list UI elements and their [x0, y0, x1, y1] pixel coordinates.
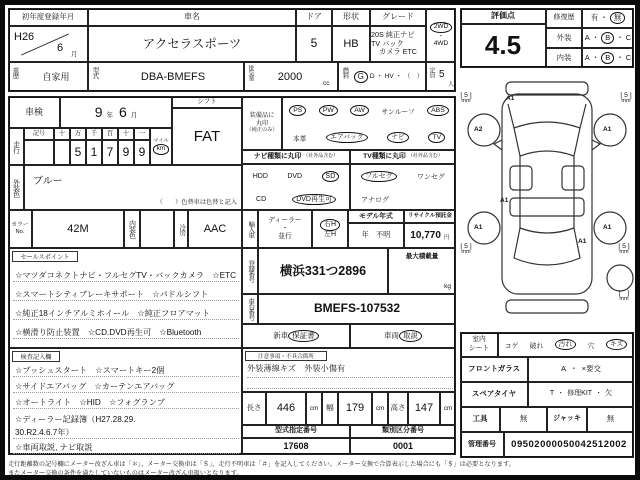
handle-right: 右H [320, 219, 340, 230]
length-unit: cm [306, 392, 322, 425]
int-c: C [625, 52, 632, 62]
history-value: 自家用 [42, 71, 70, 82]
caution-text: 外装薄線キズ 外装小傷有 [247, 364, 346, 373]
tv-fullseg: フルセグ [361, 171, 397, 182]
fuel-cell [338, 62, 426, 92]
door-value: 5 [296, 26, 332, 62]
int-dot1: ・ [591, 52, 600, 62]
sales-line-4: ☆横滑り防止装置 ☆CD.DVD再生可 ☆Bluetooth [13, 320, 239, 339]
ac-label: 冷房 [174, 210, 188, 248]
type-no-label: 型式指定番号 [242, 425, 350, 438]
int-color-value [140, 210, 174, 248]
import-parallel: 並行 [278, 233, 292, 241]
height-value: 147 [408, 392, 440, 425]
navi-dvd-play: DVD再生可 [292, 194, 336, 205]
mileage-h-10k: 万 [70, 128, 86, 140]
mileage-h-100: 百 [102, 128, 118, 140]
damage-rear-right-wheel: A1 [603, 224, 612, 231]
fuel-options [352, 63, 425, 91]
tread-fr-unit: mm [621, 98, 631, 105]
color-no-label-2: No. [15, 229, 25, 235]
tread-rr-unit: mm [619, 249, 629, 256]
tread-fr-value: [ 5 ] [620, 92, 632, 99]
mileage-d-100: 7 [102, 140, 118, 165]
tv-type-items [350, 164, 456, 210]
windshield-x: ×要交 [581, 364, 601, 374]
shape-label: 形状 [332, 8, 370, 26]
spare-t: T [549, 390, 555, 398]
displacement-label: 排気量 [247, 65, 253, 80]
mileage-km: km [153, 144, 170, 155]
check-label: 検査記入欄 [12, 351, 60, 362]
grade-value [370, 26, 426, 62]
color-no-label [8, 210, 32, 248]
model-code-value: DBA-BMEFS [140, 70, 206, 83]
seat-label-2: シート [468, 344, 490, 352]
tread-spare [612, 290, 636, 303]
grade-line1: 20S 純正ナビ TV バック [371, 30, 415, 48]
recycle-unit: 円 [443, 235, 450, 242]
repair-label: 修復歴 [546, 8, 582, 28]
rating-label: 評価点 [460, 8, 546, 24]
spare-tire-value [528, 382, 634, 407]
seat-yogore-selected: 汚れ [555, 339, 577, 350]
equip-ps: PS [289, 105, 306, 116]
car-name-label: 車名 [88, 8, 296, 26]
seat-kizu-selected: キズ [606, 339, 627, 350]
check-box [8, 348, 242, 455]
int-dot2: ・ [616, 52, 624, 62]
shaken-value [60, 96, 172, 128]
tv-type-header [350, 150, 456, 164]
tread-rear-left [454, 243, 478, 256]
tread-spare-value: [ ] [618, 290, 630, 297]
sales-line-3: ☆純正18インチアルミホイール ☆純正フロアマット [13, 301, 239, 320]
navi-sd: SD [322, 171, 340, 182]
displacement-cell [244, 62, 338, 92]
exterior-grade-options [582, 28, 634, 48]
check-line-6: ☆車両取説, ナビ取説 [13, 439, 239, 454]
navi-cd: CD [256, 196, 267, 203]
damage-left-side: A1 [500, 197, 509, 204]
shaken-month: 6 [119, 103, 127, 120]
damage-rear-left-wheel: A1 [474, 224, 483, 231]
fuel-rest: D ・ HV ・ （ ） [369, 73, 424, 81]
ext-color-cell [24, 165, 242, 210]
displacement-value: 2000 [277, 70, 303, 83]
sales-line-1: ☆マツダコネクトナビ・フルセグTV・バックカメラ ☆ETC [13, 263, 239, 282]
fuel-label: 燃料 [341, 67, 349, 78]
equipment-items [282, 96, 456, 150]
tools-label: 工具 [460, 407, 500, 432]
reg-no-label: 登録番号 [242, 248, 258, 294]
jack-value: 無 [587, 407, 634, 432]
drivetrain-alt: 4WD [433, 40, 449, 48]
equipment-label [242, 96, 282, 150]
ext-c: C [625, 32, 632, 42]
caution-dotted-2 [247, 388, 453, 389]
windshield-dot: ・ [570, 364, 578, 374]
seat-yabure: 破れ [529, 342, 544, 350]
ext-a: A [584, 32, 590, 42]
ext-dot1: ・ [591, 32, 600, 42]
first-reg-value-cell [8, 26, 88, 62]
jack-label: ジャッキ [547, 407, 587, 432]
handle-cell [312, 210, 348, 248]
sales-points-label: セールスポイント [12, 251, 78, 262]
ext-b-selected: B [601, 32, 614, 44]
tv-oneseg: ワンセグ [416, 173, 445, 181]
mileage-h-1k: 千 [86, 128, 102, 140]
model-code-cell [88, 62, 244, 92]
navi-type-items [242, 164, 350, 210]
sales-points-box [8, 248, 242, 348]
import-dealer-cell [258, 210, 312, 248]
color-no-label-1: カラー [11, 222, 29, 229]
equip-aw: AW [350, 105, 369, 116]
footer-note-1: 走行距離数の記号欄にメーター改ざん車は「＊」、メーター交換車は「＄」、走行不明車は「＃」を記入してください。メーター交換で合算表示した場合にも「＄」は必要となります。 [8, 461, 515, 468]
type-no-value: 17608 [242, 438, 350, 455]
capacity-cell [426, 62, 456, 92]
grade-line2: カメラ ETC [379, 47, 417, 57]
mileage-unit-cell [150, 128, 172, 165]
equip-pw: PW [319, 105, 338, 116]
width-label: 幅 [322, 392, 338, 425]
tread-spare-unit: mm [619, 296, 629, 303]
shift-value: FAT [172, 108, 242, 165]
check-line-4: ☆ディーラー記録簿（H27.28.29. [15, 415, 136, 424]
caution-label: 注意事項・不具合箇所 [245, 351, 327, 361]
navi-type-header [242, 150, 350, 164]
damage-rear-right: A1 [578, 238, 587, 245]
mileage-h-100k: 十 [54, 128, 70, 140]
windshield-label: フロントガラス [460, 357, 528, 382]
equip-tv: TV [428, 132, 445, 143]
ext-color-value: ブルー [33, 176, 63, 187]
equipment-label-2: 丸印 [255, 119, 269, 127]
manual-pre: 車両 [384, 330, 399, 340]
interior-grade-options [582, 48, 634, 68]
drivetrain-dot: ・ [437, 32, 445, 40]
navi-dvd: DVD [287, 173, 303, 180]
seat-label [460, 332, 498, 357]
import-label: 輸入車 [242, 210, 258, 248]
model-year-value: 年 不明 [348, 223, 404, 248]
shaken-label: 車検 [8, 96, 60, 128]
sales-line-2: ☆スマートシティブレーキサポート ☆パドルシフト [13, 282, 239, 301]
handle-left: 左H [323, 230, 337, 238]
history-cell [8, 62, 88, 92]
fuel-selected: G [354, 71, 368, 84]
shift-label: シフト [172, 96, 242, 108]
warranty-circled: 保証書 [288, 330, 319, 342]
reg-no-value: 横浜331つ2896 [258, 248, 388, 294]
seat-label-1: 室内 [472, 336, 486, 344]
spare-dot1: ・ [557, 390, 565, 398]
tv-type-title: TV種類に丸印 [363, 153, 406, 161]
shaken-year-unit: 年 [106, 112, 113, 120]
tread-front-left [454, 92, 478, 105]
equip-leather: 本革 [292, 135, 307, 143]
drivetrain-selected: 2WD [430, 22, 452, 33]
caution-box [242, 348, 456, 392]
equip-airbag: エアバック [326, 132, 367, 143]
equip-sunroof: サンルーフ [381, 108, 415, 116]
recycle-value-cell [404, 223, 456, 248]
footer-note-2: またメーター交換の条件を満たしていないものはメーター改ざん車扱いとなります。 [8, 470, 243, 477]
tv-analog: アナログ [361, 196, 389, 204]
check-line-3: ☆オートライト ☆HID ☆フォグランプ [13, 393, 239, 409]
warranty-pre: 新車 [273, 330, 289, 340]
seat-condition [498, 332, 634, 357]
shaken-year: 9 [94, 103, 103, 120]
chassis-value: BMEFS-107532 [258, 294, 456, 324]
car-top-view [458, 78, 636, 330]
tread-rl-unit: mm [461, 249, 471, 256]
max-load-cell [388, 248, 456, 294]
mileage-d-10k: 5 [70, 140, 86, 165]
ext-dot2: ・ [616, 32, 624, 42]
manual-circled: 取説 [399, 330, 422, 342]
drivetrain-cell [426, 8, 456, 62]
mileage-label: 走行 [8, 128, 24, 165]
import-dealer: ディーラー [268, 216, 302, 224]
navi-type-title: ナビ種類に丸印 [253, 153, 302, 161]
ext-color-note: （ ）色替車は色替と記入 [156, 199, 237, 206]
mileage-d-100k [54, 140, 70, 165]
tv-type-sub: （社外品含む） [407, 153, 443, 160]
tread-rr-value: [ 5 ] [618, 243, 630, 250]
height-unit: cm [440, 392, 456, 425]
chassis-label: 車台番号 [242, 294, 258, 324]
exterior-grade-label: 外装 [546, 28, 582, 48]
ext-color-label: 外装色 [8, 165, 24, 210]
warranty-cell [242, 324, 350, 348]
spare-na: 欠 [605, 390, 613, 398]
spare-kit: 修理KIT [567, 390, 593, 398]
max-load-unit: kg [444, 283, 451, 290]
tread-rl-value: [ 5 ] [460, 243, 472, 250]
manual-cell [350, 324, 456, 348]
mileage-d-1k: 1 [86, 140, 102, 165]
recycle-value: 10,770 [410, 229, 441, 241]
mgmt-no-label: 管理番号 [460, 432, 504, 458]
damage-front-right-wheel: A1 [603, 126, 612, 133]
first-reg-month-unit: 月 [71, 51, 78, 58]
model-code-label: 型式 [91, 67, 99, 78]
grade-label: グレード [370, 8, 426, 26]
equipment-label-1: 装備品に [249, 112, 275, 120]
class-no-value: 0001 [350, 438, 456, 455]
mileage-h-1: 一 [134, 128, 150, 140]
windshield-value [528, 357, 634, 382]
windshield-a: A [561, 364, 567, 374]
navi-type-sub: （社外品含む） [303, 153, 339, 160]
equipment-label-3: （純正のみ） [246, 127, 278, 134]
length-value: 446 [266, 392, 306, 425]
color-no-value: 42M [32, 210, 124, 248]
width-value: 179 [338, 392, 372, 425]
class-no-label: 類別区分番号 [350, 425, 456, 438]
shape-value: HB [332, 26, 370, 62]
tread-rear-right [612, 243, 636, 256]
car-name-value: アクセラスポーツ [88, 26, 296, 62]
mileage-h-10: 十 [118, 128, 134, 140]
navi-hdd: HDD [252, 173, 268, 180]
mgmt-no-value: 09502000050042512002 [504, 432, 634, 458]
capacity-value: 5 [439, 69, 445, 80]
equip-navi: ナビ [387, 132, 409, 143]
mileage-mile: マイル [153, 138, 169, 144]
recycle-label: リサイクル預託金 [404, 210, 456, 223]
repair-yes: 有 [590, 12, 599, 22]
int-b-selected: B [601, 52, 614, 64]
tread-front-right [614, 92, 638, 105]
first-reg-month: 6 [57, 42, 64, 54]
shaken-month-unit: 月 [130, 112, 138, 120]
mileage-kigo [24, 140, 54, 165]
spare-dot2: ・ [595, 390, 603, 398]
import-dot: ・ [281, 224, 289, 232]
capacity-label: 定員 [428, 67, 434, 77]
repair-no-selected: 無 [610, 12, 626, 24]
tread-fl-value: [ 5 ] [460, 92, 472, 99]
history-label: 車歴 [11, 67, 19, 78]
ac-value: AAC [188, 210, 242, 248]
capacity-unit: 人 [448, 82, 455, 88]
int-color-label: 内装色 [124, 210, 140, 248]
caution-dotted-1 [247, 377, 453, 378]
door-label: ドア [296, 8, 332, 26]
first-reg-era: H26 [14, 31, 35, 43]
mileage-d-10: 9 [118, 140, 134, 165]
damage-front: A1 [506, 95, 515, 102]
max-load-label: 最大積載量 [405, 253, 439, 260]
mileage-d-1: 9 [134, 140, 150, 165]
width-unit: cm [372, 392, 388, 425]
seat-ana: 穴 [587, 342, 595, 350]
repair-options [582, 8, 634, 28]
length-label: 長さ [242, 392, 266, 425]
seat-koge: コゲ [504, 342, 519, 350]
tread-fl-unit: mm [461, 98, 471, 105]
first-reg-label: 初年度登録年月 [8, 8, 88, 26]
check-line-1: ☆プッシュスタート ☆スマートキー2個 [13, 362, 239, 377]
spare-tire-label: スペアタイヤ [460, 382, 528, 407]
displacement-unit: cc [323, 80, 330, 87]
check-line-5: 30.R2.4.6.7年） [13, 425, 239, 439]
check-line-2: ☆サイドエアバッグ ☆カーテンエアバッグ [13, 377, 239, 393]
interior-grade-label: 内装 [546, 48, 582, 68]
damage-front-left-wheel: A2 [474, 126, 483, 133]
mileage-h-kigo: 記号 [24, 128, 54, 140]
rating-score: 4.5 [460, 24, 546, 68]
model-year-label: モデル年式 [348, 210, 404, 223]
height-label: 高さ [388, 392, 408, 425]
repair-dot: ・ [600, 12, 608, 22]
int-a: A [584, 52, 590, 62]
car-damage-diagram [458, 78, 636, 330]
tools-value: 無 [500, 407, 547, 432]
equip-abs: ABS [427, 105, 449, 116]
